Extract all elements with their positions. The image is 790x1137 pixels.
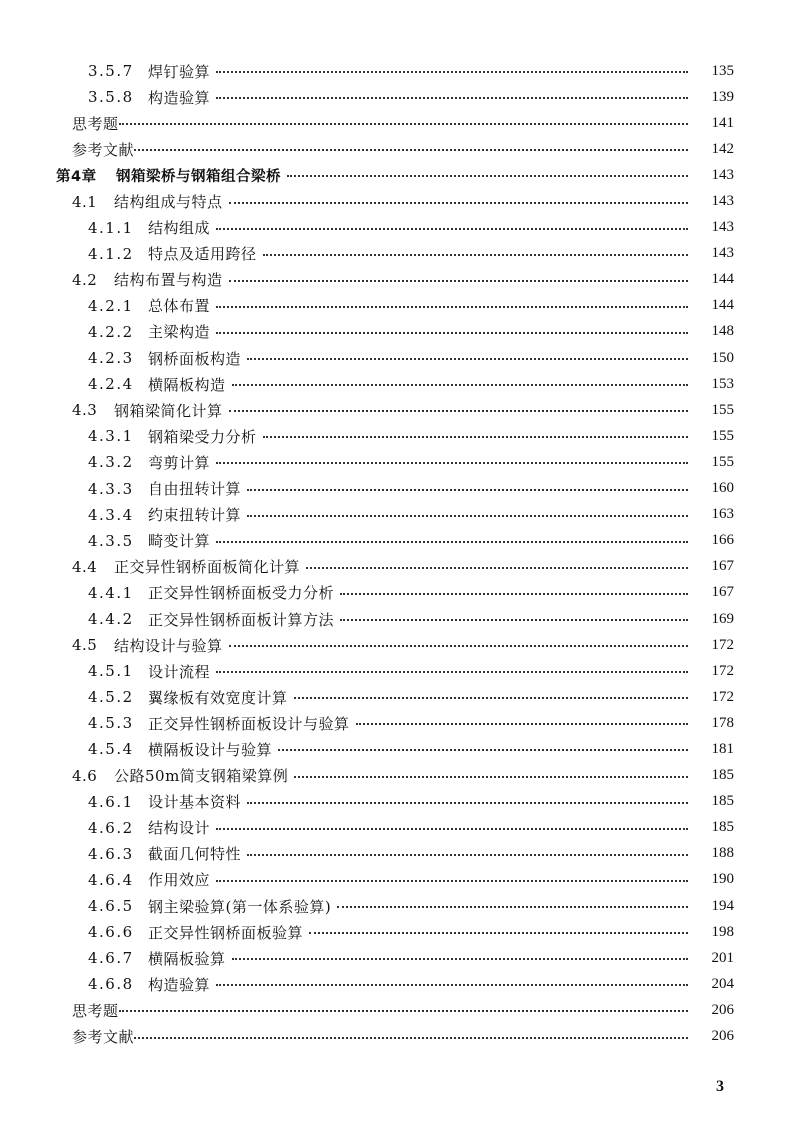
toc-subsection-entry[interactable] xyxy=(0,606,790,632)
toc-subsection-entry[interactable] xyxy=(0,841,790,867)
toc-entry-number: 4.4.2 xyxy=(88,610,134,629)
toc-entry-title: 钢箱梁受力分析 xyxy=(148,427,257,446)
dot-leader xyxy=(216,332,688,334)
toc-entry-title: 弯剪计算 xyxy=(148,453,211,472)
dot-leader xyxy=(216,306,688,308)
dot-leader xyxy=(216,671,688,673)
toc-entry-title: 参考文献 xyxy=(72,140,135,159)
toc-entry-title: 畸变计算 xyxy=(148,532,211,551)
dot-leader xyxy=(247,515,688,517)
toc-entry-page: 167 xyxy=(711,584,734,601)
toc-entry-page: 166 xyxy=(711,532,734,549)
toc-entry-number: 4.3.1 xyxy=(88,427,134,446)
dot-leader xyxy=(247,854,688,856)
toc-entry-title: 总体布置 xyxy=(148,297,211,316)
toc-entry-page: 172 xyxy=(711,636,734,653)
toc-entry-page: 172 xyxy=(711,688,734,705)
toc-entry-number: 4.6.5 xyxy=(88,897,134,916)
toc-entry-title: 正交异性钢桥面板受力分析 xyxy=(148,584,335,603)
dot-leader xyxy=(247,802,688,804)
dot-leader xyxy=(294,697,688,699)
toc-entry-title: 设计流程 xyxy=(148,662,211,681)
toc-entry-title: 结构布置与构造 xyxy=(114,271,223,290)
toc-entry-page: 139 xyxy=(711,88,734,105)
toc-entry-page: 150 xyxy=(711,349,734,366)
toc-entry-page: 188 xyxy=(711,845,734,862)
toc-entry-number: 4.2 xyxy=(72,270,98,289)
toc-entry-page: 206 xyxy=(711,1001,734,1018)
toc-entry-number: 3.5.7 xyxy=(88,62,134,81)
toc-extra-entry[interactable] xyxy=(0,110,790,136)
dot-leader xyxy=(216,541,688,543)
toc-entry-page: 143 xyxy=(711,219,734,236)
toc-entry-number: 4.6.1 xyxy=(88,792,134,811)
toc-entry-title: 设计基本资料 xyxy=(148,793,242,812)
toc-entry-number: 4.6.4 xyxy=(88,870,134,889)
dot-leader xyxy=(134,1037,688,1039)
toc-entry-page: 190 xyxy=(711,871,734,888)
toc-entry-page: 185 xyxy=(711,819,734,836)
dot-leader xyxy=(232,384,688,386)
toc-entry-number: 4.5 xyxy=(72,636,98,655)
dot-leader xyxy=(294,776,688,778)
dot-leader xyxy=(337,906,688,908)
dot-leader xyxy=(216,462,688,464)
toc-entry-number: 4.6 xyxy=(72,766,98,785)
toc-entry-page: 141 xyxy=(711,114,734,131)
toc-entry-title: 结构设计 xyxy=(148,819,211,838)
toc-subsection-entry[interactable] xyxy=(0,319,790,345)
dot-leader xyxy=(340,619,688,621)
dot-leader xyxy=(306,567,688,569)
toc-entry-title: 主梁构造 xyxy=(148,323,211,342)
toc-entry-title: 横隔板验算 xyxy=(148,949,226,968)
dot-leader xyxy=(247,489,688,491)
dot-leader xyxy=(356,723,688,725)
dot-leader xyxy=(216,97,688,99)
dot-leader xyxy=(216,984,688,986)
dot-leader xyxy=(232,958,688,960)
toc-entry-page: 143 xyxy=(711,193,734,210)
toc-entry-title: 钢主梁验算(第一体系验算) xyxy=(148,897,332,916)
toc-entry-title: 截面几何特性 xyxy=(148,845,242,864)
toc-subsection-entry[interactable] xyxy=(0,580,790,606)
dot-leader xyxy=(119,1010,688,1012)
dot-leader xyxy=(247,358,688,360)
dot-leader xyxy=(278,749,688,751)
toc-subsection-entry[interactable] xyxy=(0,710,790,736)
toc-entry-number: 4.6.6 xyxy=(88,923,134,942)
toc-section-entry[interactable] xyxy=(0,188,790,214)
toc-section-entry[interactable] xyxy=(0,267,790,293)
toc-entry-page: 160 xyxy=(711,480,734,497)
toc-subsection-entry[interactable] xyxy=(0,867,790,893)
toc-subsection-entry[interactable] xyxy=(0,449,790,475)
toc-entry-page: 204 xyxy=(711,975,734,992)
toc-entry-number: 4.5.4 xyxy=(88,740,134,759)
toc-entry-number: 4.2.2 xyxy=(88,322,134,341)
toc-entry-page: 194 xyxy=(711,897,734,914)
toc-entry-number: 4.1 xyxy=(72,192,98,211)
toc-entry-number: 4.3 xyxy=(72,401,98,420)
toc-entry-number: 4.3.2 xyxy=(88,453,134,472)
toc-entry-page: 185 xyxy=(711,767,734,784)
toc-entry-number: 4.6.3 xyxy=(88,844,134,863)
toc-entry-number: 4.4 xyxy=(72,557,98,576)
toc-entry-title: 横隔板设计与验算 xyxy=(148,740,273,759)
toc-subsection-entry[interactable] xyxy=(0,971,790,997)
toc-subsection-entry[interactable] xyxy=(0,345,790,371)
toc-entry-title: 公路50m简支钢箱梁算例 xyxy=(114,767,289,786)
toc-entry-number: 4.2.1 xyxy=(88,296,134,315)
toc-entry-number: 4.2.3 xyxy=(88,349,134,368)
toc-entry-title: 正交异性钢桥面板验算 xyxy=(148,923,304,942)
toc-entry-page: 181 xyxy=(711,740,734,757)
toc-subsection-entry[interactable] xyxy=(0,215,790,241)
toc-subsection-entry[interactable] xyxy=(0,736,790,762)
toc-entry-title: 结构组成 xyxy=(148,219,211,238)
toc-subsection-entry[interactable] xyxy=(0,528,790,554)
toc-entry-page: 163 xyxy=(711,506,734,523)
toc-entry-title: 参考文献 xyxy=(72,1028,135,1047)
toc-entry-number: 4.2.4 xyxy=(88,375,134,394)
toc-extra-entry[interactable] xyxy=(0,1023,790,1049)
toc-section-entry[interactable] xyxy=(0,554,790,580)
toc-entry-title: 横隔板构造 xyxy=(148,375,226,394)
toc-entry-number: 4.3.3 xyxy=(88,479,134,498)
toc-entry-number: 4.6.2 xyxy=(88,818,134,837)
toc-entry-number: 4.4.1 xyxy=(88,583,134,602)
dot-leader xyxy=(309,932,688,934)
toc-subsection-entry[interactable] xyxy=(0,789,790,815)
dot-leader xyxy=(119,123,688,125)
table-of-contents xyxy=(0,58,790,1050)
toc-entry-page: 142 xyxy=(711,140,734,157)
toc-entry-page: 135 xyxy=(711,62,734,79)
dot-leader xyxy=(229,410,688,412)
dot-leader xyxy=(216,228,688,230)
toc-subsection-entry[interactable] xyxy=(0,293,790,319)
toc-entry-title: 正交异性钢桥面板简化计算 xyxy=(114,558,301,577)
toc-entry-number: 4.5.2 xyxy=(88,688,134,707)
toc-subsection-entry[interactable] xyxy=(0,684,790,710)
toc-entry-title: 思考题 xyxy=(72,1001,119,1020)
toc-subsection-entry[interactable] xyxy=(0,423,790,449)
toc-entry-title: 钢箱梁桥与钢箱组合梁桥 xyxy=(116,168,281,185)
dot-leader xyxy=(229,280,688,282)
toc-subsection-entry[interactable] xyxy=(0,476,790,502)
dot-leader xyxy=(134,149,688,151)
toc-entry-page: 155 xyxy=(711,427,734,444)
toc-subsection-entry[interactable] xyxy=(0,658,790,684)
toc-subsection-entry[interactable] xyxy=(0,815,790,841)
toc-entry-number: 4.6.8 xyxy=(88,975,134,994)
toc-entry-page: 148 xyxy=(711,323,734,340)
toc-entry-title: 特点及适用跨径 xyxy=(148,245,257,264)
toc-section-entry[interactable] xyxy=(0,763,790,789)
dot-leader xyxy=(263,436,688,438)
toc-entry-title: 构造验算 xyxy=(148,975,211,994)
toc-extra-entry[interactable] xyxy=(0,997,790,1023)
toc-entry-page: 185 xyxy=(711,793,734,810)
toc-subsection-entry[interactable] xyxy=(0,58,790,84)
dot-leader xyxy=(229,645,688,647)
toc-subsection-entry[interactable] xyxy=(0,371,790,397)
dot-leader xyxy=(340,593,688,595)
toc-entry-number: 第4章 xyxy=(56,168,97,185)
toc-entry-title: 翼缘板有效宽度计算 xyxy=(148,688,288,707)
toc-entry-title: 钢桥面板构造 xyxy=(148,349,242,368)
toc-section-entry[interactable] xyxy=(0,632,790,658)
dot-leader xyxy=(216,828,688,830)
toc-entry-number: 4.3.4 xyxy=(88,505,134,524)
toc-entry-page: 178 xyxy=(711,714,734,731)
toc-entry-page: 201 xyxy=(711,949,734,966)
toc-entry-title: 结构设计与验算 xyxy=(114,636,223,655)
toc-entry-number: 3.5.8 xyxy=(88,88,134,107)
toc-extra-entry[interactable] xyxy=(0,136,790,162)
toc-section-entry[interactable] xyxy=(0,397,790,423)
toc-entry-page: 169 xyxy=(711,610,734,627)
toc-chapter-entry[interactable] xyxy=(0,162,790,188)
toc-subsection-entry[interactable] xyxy=(0,502,790,528)
dot-leader xyxy=(287,175,688,177)
toc-entry-title: 钢箱梁简化计算 xyxy=(114,401,223,420)
toc-entry-title: 自由扭转计算 xyxy=(148,480,242,499)
toc-entry-page: 144 xyxy=(711,271,734,288)
toc-entry-title: 构造验算 xyxy=(148,88,211,107)
toc-entry-number: 4.6.7 xyxy=(88,949,134,968)
toc-entry-page: 155 xyxy=(711,453,734,470)
toc-entry-page: 144 xyxy=(711,297,734,314)
dot-leader xyxy=(216,880,688,882)
toc-entry-page: 198 xyxy=(711,923,734,940)
toc-entry-title: 正交异性钢桥面板计算方法 xyxy=(148,610,335,629)
toc-entry-title: 正交异性钢桥面板设计与验算 xyxy=(148,714,350,733)
toc-entry-page: 155 xyxy=(711,401,734,418)
toc-entry-number: 4.1.1 xyxy=(88,218,134,237)
page-number: 3 xyxy=(716,1078,724,1095)
toc-entry-page: 172 xyxy=(711,662,734,679)
toc-entry-page: 143 xyxy=(711,166,734,183)
toc-entry-number: 4.5.1 xyxy=(88,662,134,681)
toc-entry-page: 143 xyxy=(711,245,734,262)
toc-entry-page: 206 xyxy=(711,1028,734,1045)
toc-entry-title: 思考题 xyxy=(72,114,119,133)
toc-subsection-entry[interactable] xyxy=(0,919,790,945)
toc-entry-title: 焊钉验算 xyxy=(148,62,211,81)
toc-subsection-entry[interactable] xyxy=(0,84,790,110)
toc-entry-title: 结构组成与特点 xyxy=(114,193,223,212)
toc-subsection-entry[interactable] xyxy=(0,945,790,971)
toc-entry-number: 4.1.2 xyxy=(88,244,134,263)
dot-leader xyxy=(229,202,688,204)
toc-entry-title: 约束扭转计算 xyxy=(148,506,242,525)
toc-entry-page: 153 xyxy=(711,375,734,392)
toc-entry-page: 167 xyxy=(711,558,734,575)
dot-leader xyxy=(263,254,688,256)
dot-leader xyxy=(216,71,688,73)
toc-entry-title: 作用效应 xyxy=(148,871,211,890)
toc-entry-number: 4.5.3 xyxy=(88,714,134,733)
toc-entry-number: 4.3.5 xyxy=(88,531,134,550)
toc-subsection-entry[interactable] xyxy=(0,241,790,267)
toc-subsection-entry[interactable] xyxy=(0,893,790,919)
